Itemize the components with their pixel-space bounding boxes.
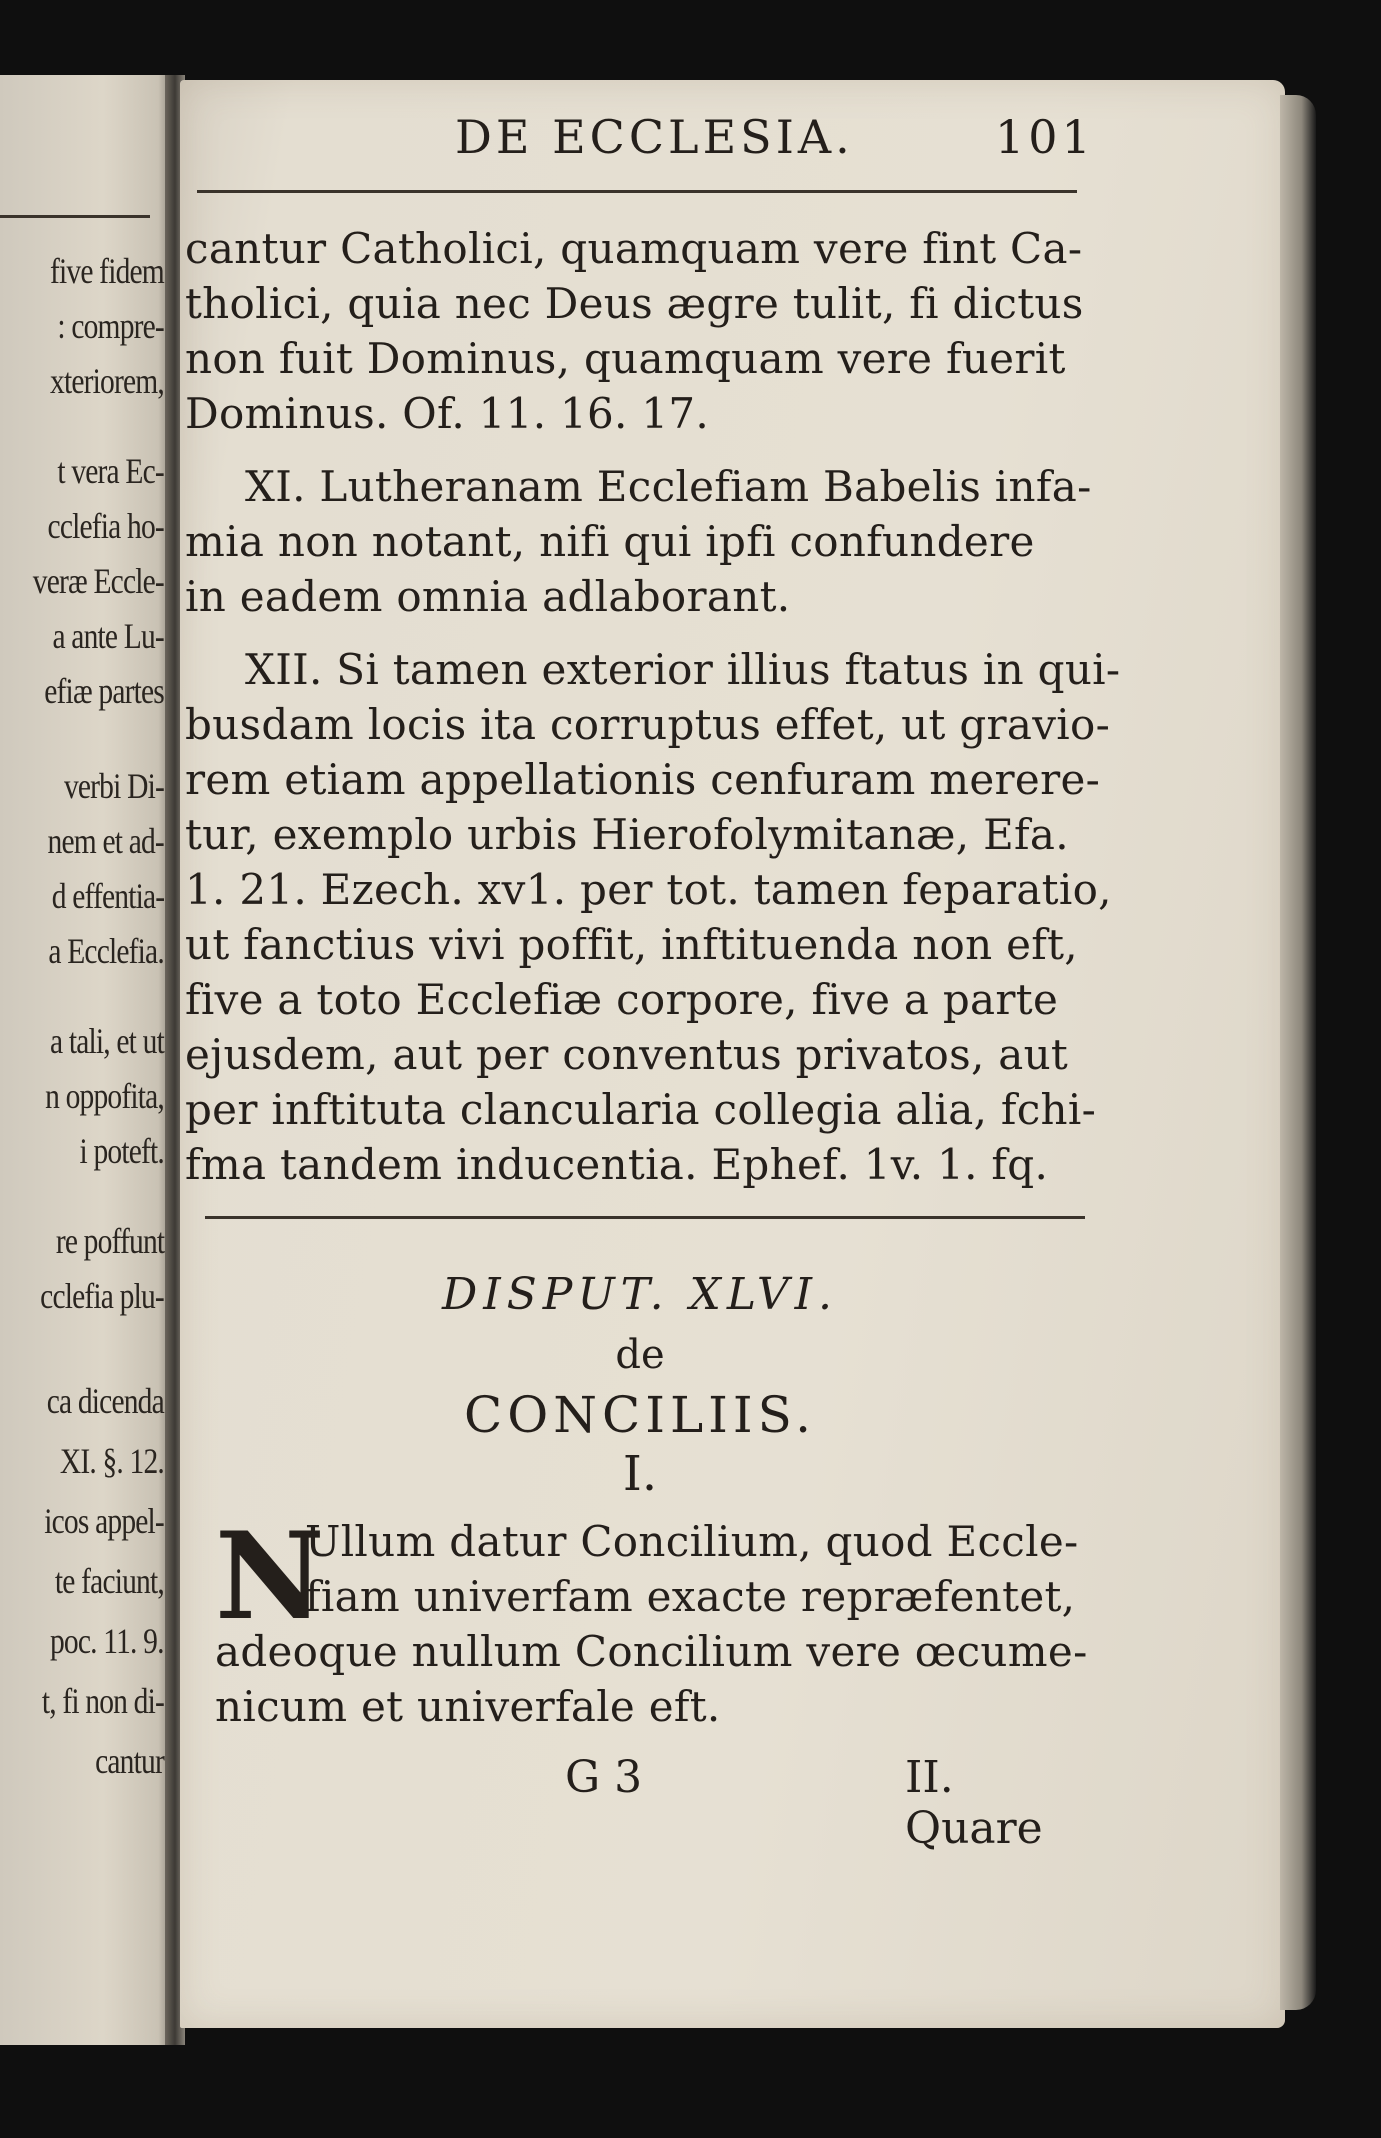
text-line: adeoque nullum Concilium vere œcume- [215, 1627, 1088, 1676]
left-page-fragment: five fidem [50, 251, 164, 291]
left-page-fragment: a Ecclefia. [48, 931, 164, 971]
left-page-fragment: cclefia plu- [40, 1276, 164, 1316]
page-number: 101 [995, 110, 1095, 164]
first-paragraph [185, 1506, 1095, 1734]
left-page [0, 75, 172, 2045]
paragraph [185, 642, 1121, 1192]
running-head-title: DE ECCLESIA. [455, 110, 854, 164]
left-page-fragment: veræ Eccle- [32, 561, 164, 601]
left-page-fragment: cclefia ho- [47, 506, 164, 546]
page-footer [185, 1752, 1095, 1854]
text-line: rem etiam appellationis cenfuram merere- [185, 755, 1101, 804]
text-line: busdam locis ita corruptus effet, ut gravio- [185, 700, 1111, 749]
text-line: cantur Catholici, quamquam vere fint Ca- [185, 224, 1083, 273]
section-number: I. [622, 1446, 658, 1502]
left-page-fragment: te faciunt, [54, 1561, 164, 1601]
text-line: 1. 21. Ezech. xv1. per tot. tamen feparatio, [185, 865, 1112, 914]
text-line: fma tandem inducentia. Ephef. 1v. 1. fq. [185, 1140, 1049, 1189]
text-line: nicum et univerfale eft. [215, 1682, 721, 1731]
left-page-fragment: t, fi non di- [41, 1681, 164, 1721]
left-page-fragment: n oppofita, [45, 1076, 164, 1116]
text-line: five a toto Ecclefiæ corpore, five a parte [185, 975, 1059, 1024]
drop-cap: N [215, 1506, 325, 1647]
text-line: XII. Si tamen exterior illius ftatus in qui- [245, 645, 1121, 694]
section-de: de [615, 1332, 665, 1378]
section-rule [205, 1216, 1085, 1219]
left-page-fragment: efiæ partes [44, 671, 164, 711]
page-text [185, 110, 1121, 1854]
left-page-fragment: poc. 11. 9. [50, 1621, 164, 1661]
signature-mark: G 3 [565, 1752, 643, 1803]
left-page-fragment: t vera Ec- [57, 451, 164, 491]
text-line: Ullum datur Concilium, quod Eccle- [305, 1517, 1079, 1566]
page-edge [1280, 95, 1316, 2010]
paragraph [185, 459, 1095, 624]
left-page-fragment: ca dicenda [46, 1381, 164, 1421]
left-page-fragment: a tali, et ut [50, 1021, 164, 1061]
section-title: CONCILIIS. [463, 1386, 817, 1444]
text-line: non fuit Dominus, quamquam vere fuerit [185, 334, 1066, 383]
text-line: mia non notant, nifi qui ipfi confundere [185, 517, 1035, 566]
text-line: per inftituta clancularia collegia alia, fchi- [185, 1085, 1097, 1134]
left-page-fragment: icos appel- [44, 1501, 164, 1541]
left-page-fragment: xteriorem, [50, 361, 164, 401]
catchword: II. Quare [905, 1752, 1043, 1854]
paragraph [185, 221, 1095, 441]
text-line: fiam univerfam exacte repræfentet, [305, 1572, 1076, 1621]
disputation-heading: DISPUT. XLVI. [441, 1269, 839, 1320]
left-page-fragment: XI. §. 12. [59, 1441, 164, 1481]
left-page-fragment: d effentia- [51, 876, 164, 916]
left-page-fragment: cantur [95, 1741, 164, 1781]
text-line: ejusdem, aut per conventus privatos, aut [185, 1030, 1069, 1079]
left-page-fragment: i poteft. [79, 1131, 164, 1171]
text-line: tur, exemplo urbis Hierofolymitanæ, Efa. [185, 810, 1069, 859]
left-page-fragment: verbi Di- [63, 766, 164, 806]
text-line: XI. Lutheranam Ecclefiam Babelis infa- [245, 462, 1092, 511]
running-head [185, 110, 1095, 180]
left-page-fragment: nem et ad- [47, 821, 164, 861]
text-line: in eadem omnia adlaborant. [185, 572, 791, 621]
text-line: Dominus. Of. 11. 16. 17. [185, 389, 710, 438]
left-page-fragment: a ante Lu- [52, 616, 164, 656]
left-page-rule [0, 215, 150, 218]
text-line: ut fanctius vivi poffit, inftituenda non eft, [185, 920, 1078, 969]
text-line: tholici, quia nec Deus ægre tulit, fi dictus [185, 279, 1084, 328]
left-page-fragment: : compre- [57, 306, 164, 346]
left-page-fragment: re poffunt [55, 1221, 164, 1261]
